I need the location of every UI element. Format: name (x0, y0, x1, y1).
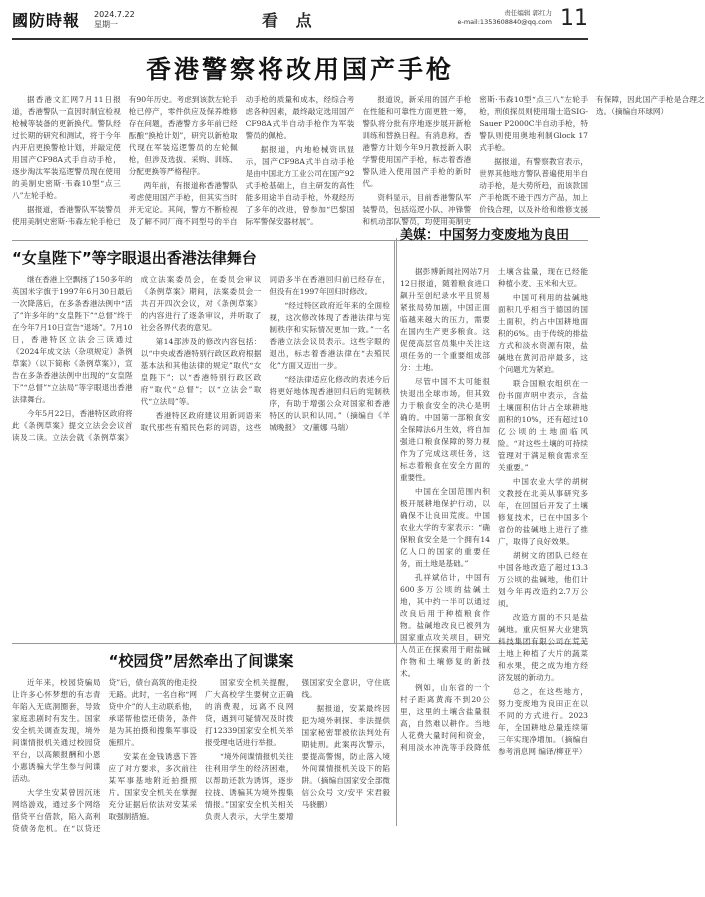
section-title: 看 点 (262, 11, 318, 30)
date-text: 2024.7.22 (94, 10, 135, 19)
article2-paragraph: 继在香港上空飘扬了150多年的英国米字旗于1997年6月30日最后一次降落后，在多条香港法例中“活了”许多年的“女皇陛下”“总督”终于在今年7月10日宣告“退场”。7月10日，香港特区立法会三读通过《2024年成文法（杂项规定）条例草案》（以下简称《条例草案》），宣告在多条香港法例中出现的“女皇陛下”“总督”“立法局”等字眼退出香港法律舞台。 (12, 275, 133, 404)
article2-body (12, 274, 390, 644)
editor-info (457, 9, 552, 27)
article1-paragraph: 资料显示，目前香港警队军装警员，包括巡逻小队、冲锋警和机动部队警员，均使用美制史密斯·韦森10型“点三八”左轮手枪，刑侦探员则使用瑞士造SIG-Sauer P2000C半自动手枪，特警队则使用奥地利制Glock 17式手枪。 (362, 95, 588, 226)
article1-paragraph: 两年前，有报道称香港警队考虑使用国产手枪，但其实当时并无定论。其间，警方不断检视及了解不同厂商不同型号的半自动手枪的质量和成本，经综合考虑各种因素，最终敲定选用国产CF98A式半自动手枪作为军装警员的佩枪。 (128, 95, 355, 226)
article3-divider (396, 238, 397, 826)
article3-paragraph: 中国可利用的盐碱地面积几乎相当于德国的国土面积，约占中国耕地面积的6%。由于传统的排盐方式和淡水资源有限，盐碱地在黄河沿岸最多，这个问题尤为紧迫。 (498, 293, 588, 374)
article4-paragraph: “境外间谍情报机关往往利用学生的经济困难，以帮助还款为诱饵，逐步拉拢、诱骗其为境外搜集情报。”国家安全机关相关负责人表示，大学生要增强国家安全意识，守住底线。 (205, 678, 390, 821)
article1-paragraph: 据报道，内地枪械资讯显示，国产CF98A式半自动手枪是由中国北方工业公司在国产92式手枪基础上，自主研发的高性能多用途半自动手枪，外观经历了多年的改进，曾参加“巴黎国际军警保安器材展”。 (245, 145, 355, 226)
article3-paragraph: 联合国粮农组织在一份书面声明中表示，含盐土壤面积估计占全球耕地面积的10%，还有超过10亿公顷的土地面临风险。“对这些土壤的可持续管理对于满足粮食需求至关重要。” (498, 379, 588, 472)
article3-paragraph: 总之，在这些地方，努力变废地为良田正在以不同的方式进行。2023年，全国耕地总量连续第三年实现净增加。（摘编自参考消息网 编译/柳亚平） (498, 687, 588, 756)
article3-paragraph: 尽管中国不太可能很快退出全球市场，但其致力于粮食安全的决心是明确的。中国第一部粮食安全保障法6月生效，将自加强进口粮食保障的努力视作为了完成这项任务，这标志着粮食在安全方面的重要性。 (400, 377, 490, 482)
article2-paragraph: “经法律适应化修改的表述今后将更好地体现香港回归后的宪制秩序，有助于增强公众对国家和香港特区的认识和认同。”（摘编自《羊城晚报》 文/董娜 马瑞） (269, 375, 390, 432)
article4-body (12, 677, 390, 897)
article3-paragraph: 改造方面的不只是盐碱地。重庆恒昇大业建筑科技集团有限公司在荒芜土地上种植了大片的蔬菜和水果，使之成为地方经济发展的新动力。 (498, 613, 588, 682)
editor-email: e-mail:1353608840@qq.com (457, 18, 552, 26)
article3-paragraph: 例如，山东省的一个村子距离黄海不到20公里，这里的土壤含盐量很高，自然难以耕作。当地人花费大量时间和资金，利用淡水冲洗等手段降低土壤含盐量，现在已经能种植小麦、玉米和大豆。 (400, 267, 588, 752)
article4-paragraph: 近年来，校园贷骗局让许多心怀梦想的有志青年陷入无底洞圈套，导致家庭悲剧时有发生。国家安全机关调查发现，境外间谍情报机关通过校园贷平台，以高额报酬和小恩小惠诱骗大学生参与间谍活动。 (12, 678, 101, 783)
article2-paragraph: “经过特区政府近年来的全面检视，这次修改体现了香港法律与宪制秩序和实际情况更加一致。”一名香港立法会议员表示。这些字眼的退出，标志着香港法律在“去殖民化”方面又迈出一步。 (269, 301, 390, 370)
article2-paragraph: 香港特区政府建议用新词语来取代那些有殖民色彩的词语，这些词语多半在香港回归前已经存在，但没有在1997年回归时修改。 (140, 275, 390, 432)
article3-paragraph: 中国在全国范围内积极开展耕地保护行动，以确保不让良田荒废。中国农业大学的专家表示：“确保粮食安全是一个拥有14亿人口的国家的重要任务，而土地是基础。” (400, 487, 490, 568)
editor-line: 责任编辑 郭红力 (504, 9, 552, 17)
article2 (12, 241, 390, 644)
article4-paragraph: 大学生安某曾因沉迷网络游戏，通过多个网络借贷平台借款，陷入高利贷债务危机。在“以贷还贷”后，债台高筑的他走投无路。此时，一名自称“网贷中介”的人主动联系他，承诺帮他偿还债务，条件是为其拍摄和搜集军事设施照片。 (12, 678, 197, 833)
column-divider (394, 241, 395, 643)
article4-paragraph: 国家安全机关提醒，广大高校学生要树立正确的消费观，远离不良网贷，遇到可疑情况及时拨打12339国家安全机关举报受理电话进行举报。 (205, 678, 294, 747)
article3 (400, 217, 600, 251)
article1-headline: 香港警察将改用国产手枪 (145, 55, 454, 84)
weekday-text: 星期一 (94, 20, 118, 29)
issue-date (94, 10, 135, 30)
article1-paragraph: 据报道，香港警队军装警员使用美制史密斯·韦森左轮手枪已有90年历史。考虑到该款左轮手枪已停产，零件供应及保养维修存在问题，香港警方多年前已经酝酿“换枪计划”，研究以新枪取代现在军装巡逻警员的左轮佩枪，但涉及选拔、采购、训练、分配更换等严格程序。 (12, 95, 238, 226)
article3-paragraph: 孔祥斌估计，中国有600多万公顷的盐碱土地，其中约一半可以通过改良后用于种植粮食作物。盐碱地改良已被列为国家重点攻关项目，研究人员正在探索用于耐盐碱作物和土壤修复的新技术。 (400, 573, 490, 678)
article2-paragraph: 第14部涉及的修改内容包括：以“中央或香港特别行政区政府根据基本法和其他法律的规定”取代“女皇陛下”；以“香港特别行政区政府”取代“总督”；以“立法会”取代“立法局”等。 (140, 337, 262, 406)
article4-headline: “校园贷”居然牵出了间谍案 (108, 652, 294, 670)
article4-paragraph: 据报道，安某最终因犯为境外刺探、非法提供国家秘密罪被依法判处有期徒刑。此案再次警示，要提高警惕，防止落入境外间谍情报机关设下的陷阱。（摘编自国家安全部微信公众号 文/安平 宋君毅 马骁鹏） (301, 704, 390, 809)
newspaper-logo: 國防時報 (12, 11, 81, 30)
article3-headline: 美媒：中国努力变废地为良田 (400, 217, 600, 243)
page-number: 11 (560, 6, 588, 31)
masthead (12, 6, 588, 40)
article2-headline: “女皇陛下”等字眼退出香港法律舞台 (12, 249, 257, 267)
article1-paragraph: 据香港文汇网7月11日报道，香港警队一直因时制宜检视枪械等装备的更新换代。警队经过长期的研究和测试，将于今年内开启更换警枪计划，并敲定使用国产CF98A式手自动手枪，逐步淘汰军装巡逻警员现在使用的美制史密斯·韦森10型“点三八”左轮手枪。 (12, 95, 121, 200)
article1-paragraph: 据报道，有警察教官表示，世界其他地方警队普遍使用半自动手枪，是大势所趋，而该款国产手枪既不逊于西方产品，加上价钱合理，以及补给和维修支援有保障，因此国产手枪是合理之选。（摘编自环球网） (479, 95, 705, 214)
article1-paragraph: 报道说，新采用的国产手枪在性能和可靠性方面更胜一筹，警队将分批有序地逐步展开新枪训练和替换日程。有消息称，香港警方计划今年9月教授新入职学警使用国产手枪，标志着香港警队进入使用国产手枪的新时代。 (362, 95, 472, 188)
article4-paragraph: 安某在金钱诱惑下答应了对方要求，多次前往某军事基地附近拍摄照片。国家安全机关在掌握充分证据后依法对安某采取强制措施。 (108, 752, 197, 821)
article3-paragraph: 据彭博新闻社网站7月12日报道，随着粮食进口飙升至创纪录水平且贸易紧张局势加剧，中国正面临越来越大的压力，需要在国内生产更多粮食。这促使高层官员集中关注这项任务的一个重要组成部分：土地。 (400, 267, 490, 372)
article3-paragraph: 胡树文的团队已经在中国各地改造了超过13.3万公顷的盐碱地，他们计划今年再改造约2.7万公顷。 (498, 551, 588, 608)
article2-paragraph: 今年5月22日，香港特区政府将此《条例草案》提交立法会会议首读及二读。立法会就《条例草案》成立法案委员会，在委员会审议《条例草案》期间，法案委员会一共召开四次会议，对《条例草案》的内容进行了逐条审议，并听取了社会各界代表的意见。 (12, 275, 262, 442)
article3-paragraph: 中国农业大学的胡树文教授在北美从事研究多年，在回国后开发了土壤修复技术，已在中国多个省份的盐碱地上进行了推广，取得了良好效果。 (498, 477, 588, 546)
article3-body (400, 266, 588, 826)
